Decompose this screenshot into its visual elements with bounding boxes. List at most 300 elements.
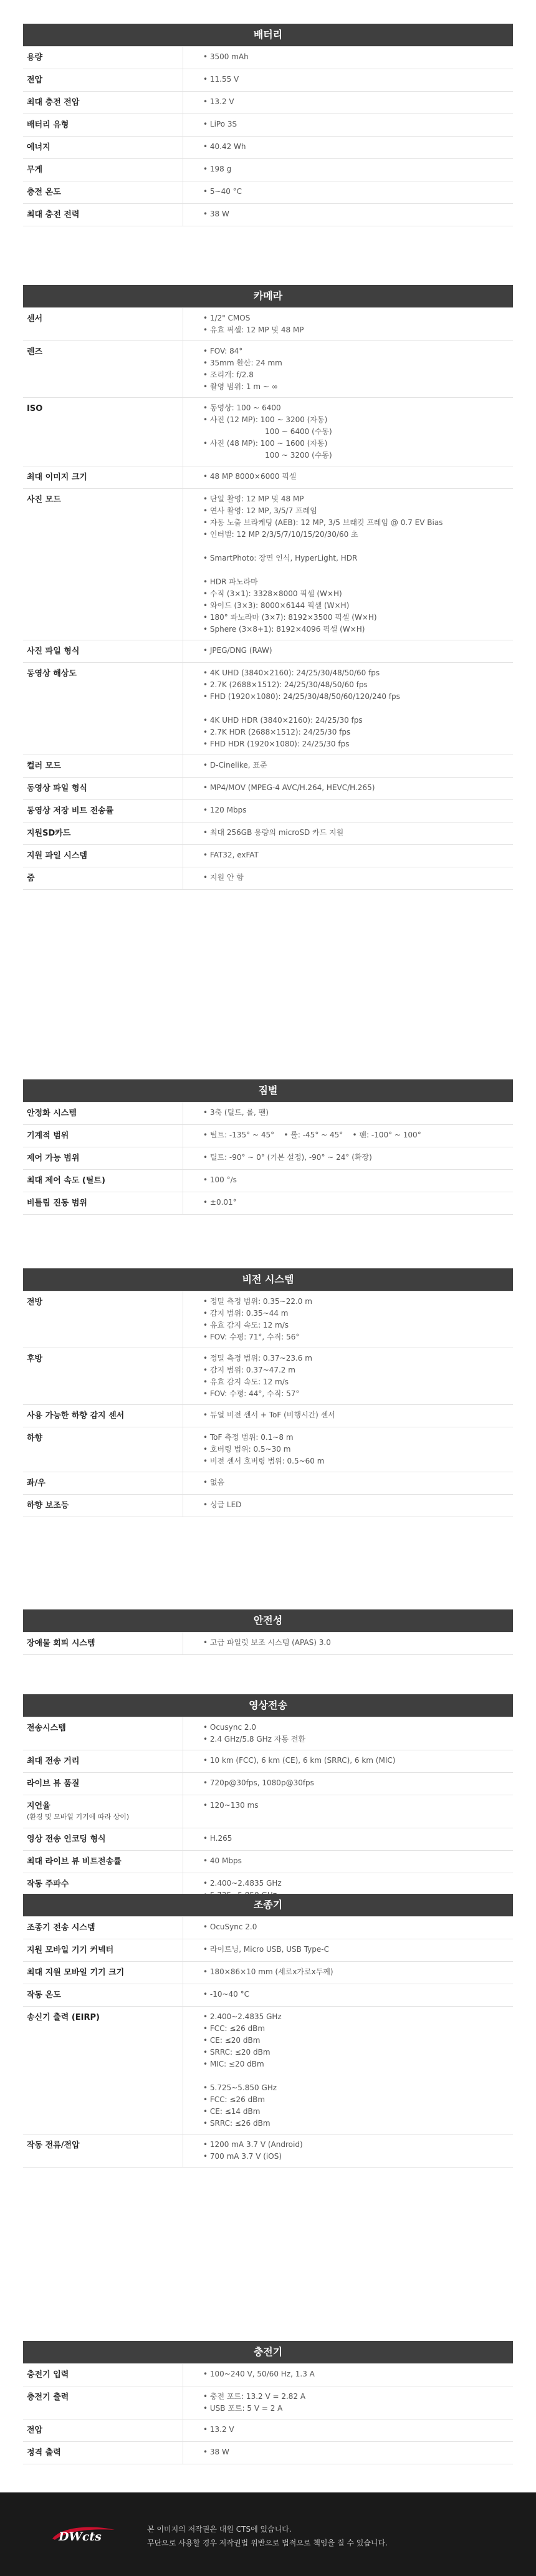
spec-value-line: • CE: ≤20 dBm — [203, 2036, 261, 2045]
spec-label-text: ISO — [27, 404, 43, 413]
spec-row — [23, 1291, 513, 1348]
spec-row — [23, 137, 513, 159]
spec-value-line: • 13.2 V — [203, 2425, 234, 2434]
spec-value-line: • D-Cinelike, 표준 — [203, 761, 267, 769]
spec-value-line: • 10 km (FCC), 6 km (CE), 6 km (SRRC), 6 km (MIC) — [203, 1756, 396, 1765]
spec-row — [23, 204, 513, 226]
spec-value — [183, 204, 513, 226]
spec-value — [183, 466, 513, 488]
spec-label — [23, 137, 183, 158]
spec-value-line: • 35mm 환산: 24 mm — [203, 359, 282, 367]
spec-value-line: • 틸트: -135° ~ 45° • 롤: -45° ~ 45° • 팬: -100° ~ 100° — [203, 1131, 421, 1139]
spec-value — [183, 1291, 513, 1348]
spec-label — [23, 1125, 183, 1147]
spec-value-line: • 5~40 °C — [203, 187, 242, 196]
spec-label — [23, 2386, 183, 2419]
spec-section — [23, 1268, 513, 1517]
spec-label-text: 최대 충전 전력 — [27, 210, 80, 219]
spec-value-line: • JPEG/DNG (RAW) — [203, 646, 272, 655]
spec-row — [23, 1472, 513, 1495]
spec-value — [183, 1495, 513, 1517]
spec-label-note: (환경 및 모바일 기기에 따라 상이) — [27, 1813, 130, 1821]
spec-value-line: • 유효 픽셀: 12 MP 및 48 MP — [203, 326, 304, 334]
spec-label — [23, 845, 183, 867]
spec-label — [23, 1427, 183, 1472]
spec-label — [23, 466, 183, 488]
spec-row — [23, 2364, 513, 2386]
spec-label-text: 지연율 — [27, 1802, 50, 1811]
spec-value — [183, 1828, 513, 1850]
section-title: 충전기 — [23, 2341, 513, 2363]
spec-label — [23, 867, 183, 889]
spec-value — [183, 1125, 513, 1147]
spec-value — [183, 1405, 513, 1427]
spec-value-line: • 120 Mbps — [203, 806, 247, 814]
spec-value-line: • FOV: 수평: 44°, 수직: 57° — [203, 1389, 300, 1398]
spec-row — [23, 1795, 513, 1828]
spec-value — [183, 341, 513, 397]
spec-label — [23, 1291, 183, 1348]
spec-value-line: • Ocusync 2.0 — [203, 1723, 256, 1732]
spec-label-text: 기계적 범위 — [27, 1131, 69, 1141]
spec-row — [23, 1984, 513, 2007]
spec-row — [23, 2135, 513, 2168]
spec-label-text: 최대 지원 모바일 기기 크기 — [27, 1968, 125, 1977]
spec-label — [23, 2442, 183, 2464]
spec-value-line: • 40.42 Wh — [203, 142, 246, 151]
spec-label-text: 조종기 전송 시스템 — [27, 1923, 95, 1932]
spec-value-line: • MP4/MOV (MPEG-4 AVC/H.264, HEVC/H.265) — [203, 783, 375, 792]
spec-value-line: • SRRC: ≤20 dBm — [203, 2048, 270, 2057]
spec-value-line — [203, 564, 513, 576]
spec-label-text: 후방 — [27, 1354, 43, 1364]
section-title: 배터리 — [23, 24, 513, 46]
spec-value — [183, 1939, 513, 1961]
spec-label — [23, 1717, 183, 1750]
spec-value-line: • HDR 파노라마 — [203, 577, 258, 586]
spec-value-line: • 사진 (48 MP): 100 ~ 1600 (자동) — [203, 439, 328, 448]
spec-value-line: • 48 MP 8000×6000 픽셀 — [203, 472, 297, 481]
dwcts-logo — [50, 2524, 118, 2544]
spec-label — [23, 69, 183, 91]
spec-table — [23, 307, 513, 890]
spec-label — [23, 1170, 183, 1192]
spec-value-line: • 촬영 범위: 1 m ~ ∞ — [203, 382, 278, 391]
spec-value-line: • 11.55 V — [203, 75, 239, 84]
spec-label — [23, 800, 183, 822]
spec-table — [23, 1632, 513, 1655]
spec-value — [183, 1348, 513, 1404]
spec-label — [23, 181, 183, 203]
spec-label-text: 최대 전송 거리 — [27, 1757, 80, 1766]
footer — [0, 2492, 536, 2576]
spec-value-line: • 13.2 V — [203, 97, 234, 106]
spec-value — [183, 1472, 513, 1494]
spec-label — [23, 1192, 183, 1214]
spec-value-line: • 100~240 V, 50/60 Hz, 1.3 A — [203, 2370, 315, 2378]
spec-value-line: • 라이트닝, Micro USB, USB Type-C — [203, 1945, 329, 1954]
spec-label — [23, 755, 183, 777]
spec-row — [23, 1427, 513, 1472]
spec-label-text: 전방 — [27, 1298, 43, 1307]
spec-label — [23, 640, 183, 662]
spec-label-text: 전압 — [27, 75, 43, 85]
spec-value-line: • FHD (1920×1080): 24/25/30/48/50/60/120/240 fps — [203, 692, 400, 701]
spec-row — [23, 663, 513, 755]
spec-value-line: • FAT32, exFAT — [203, 851, 259, 859]
spec-label — [23, 398, 183, 466]
spec-value-line: • 감지 범위: 0.37~47.2 m — [203, 1366, 295, 1374]
spec-value — [183, 1427, 513, 1472]
spec-value — [183, 137, 513, 158]
spec-label-text: 최대 이미지 크기 — [27, 473, 87, 482]
spec-value-line: 100 ~ 3200 (수동) — [203, 451, 332, 460]
section-title: 조종기 — [23, 1894, 513, 1916]
spec-value-line: • 120~130 ms — [203, 1801, 259, 1810]
spec-row — [23, 1828, 513, 1851]
spec-value — [183, 159, 513, 181]
spec-value — [183, 1851, 513, 1873]
spec-value — [183, 2442, 513, 2464]
spec-label — [23, 1795, 183, 1828]
spec-row — [23, 1962, 513, 1984]
spec-value-line: • SmartPhoto: 장면 인식, HyperLight, HDR — [203, 554, 358, 562]
spec-row — [23, 1102, 513, 1125]
spec-label-text: 센서 — [27, 314, 43, 324]
spec-row — [23, 114, 513, 137]
spec-value-line: • 고급 파일럿 보조 시스템 (APAS) 3.0 — [203, 1638, 331, 1647]
spec-value — [183, 1102, 513, 1124]
spec-value-line: • 4K UHD (3840×2160): 24/25/30/48/50/60 fps — [203, 668, 380, 677]
spec-row — [23, 845, 513, 867]
spec-label-text: 최대 충전 전압 — [27, 98, 80, 107]
spec-label-text: 라이브 뷰 품질 — [27, 1779, 80, 1788]
logo-text: DWcts — [59, 2530, 102, 2544]
spec-value-line: • 2.4 GHz/5.8 GHz 자동 전환 — [203, 1735, 305, 1744]
spec-value-line: • 700 mA 3.7 V (iOS) — [203, 2152, 282, 2161]
spec-label — [23, 1102, 183, 1124]
spec-row — [23, 489, 513, 640]
section-title: 짐벌 — [23, 1079, 513, 1102]
spec-label — [23, 663, 183, 755]
section-title: 카메라 — [23, 285, 513, 307]
spec-value-line: • 1/2" CMOS — [203, 314, 251, 322]
spec-value-line: • 180×86×10 mm (세로x가로x두께) — [203, 1967, 333, 1976]
spec-value-line: • 호버링 범위: 0.5~30 m — [203, 1445, 291, 1454]
spec-label — [23, 1633, 183, 1654]
spec-label-text: 좌/우 — [27, 1479, 45, 1488]
spec-value-line: • USB 포트: 5 V = 2 A — [203, 2404, 283, 2413]
spec-row — [23, 1348, 513, 1405]
spec-section — [23, 24, 513, 226]
spec-label — [23, 778, 183, 799]
spec-label — [23, 114, 183, 136]
spec-label — [23, 822, 183, 844]
spec-value-line: • 유효 감지 속도: 12 m/s — [203, 1377, 289, 1386]
spec-value — [183, 47, 513, 69]
spec-value-line: • SRRC: ≤26 dBm — [203, 2119, 270, 2128]
spec-value-line: • 180° 파노라마 (3×7): 8192×3500 픽셀 (W×H) — [203, 613, 377, 622]
spec-value — [183, 1717, 513, 1750]
spec-label-text: 무게 — [27, 165, 43, 175]
spec-value-line: • 비전 센서 호버링 범위: 0.5~60 m — [203, 1457, 325, 1465]
spec-label — [23, 2007, 183, 2134]
spec-label-text: 지원 파일 시스템 — [27, 851, 87, 861]
spec-label-text: 용량 — [27, 53, 43, 62]
spec-label — [23, 1472, 183, 1494]
spec-label-text: 작동 전류/전압 — [27, 2141, 80, 2150]
spec-row — [23, 1495, 513, 1517]
spec-label-text: 비틀림 진동 범위 — [27, 1199, 87, 1208]
spec-label-text: 지원 모바일 기기 커넥터 — [27, 1946, 114, 1955]
spec-label-text: 작동 온도 — [27, 1990, 61, 2000]
spec-section — [23, 1079, 513, 1215]
spec-value-line: • 정밀 측정 범위: 0.37~23.6 m — [203, 1354, 312, 1363]
spec-value — [183, 181, 513, 203]
spec-value-line: • ±0.01° — [203, 1198, 237, 1207]
spec-value-line: • 지원 안 함 — [203, 873, 244, 882]
spec-label-text: 사진 파일 형식 — [27, 647, 80, 656]
spec-value-line: • 정밀 측정 범위: 0.35~22.0 m — [203, 1297, 312, 1306]
spec-value-line: • ToF 측정 범위: 0.1~8 m — [203, 1433, 294, 1442]
spec-row — [23, 398, 513, 466]
spec-value-line: • 최대 256GB 용량의 microSD 카드 지원 — [203, 828, 344, 837]
spec-value — [183, 755, 513, 777]
spec-row — [23, 1773, 513, 1795]
spec-row — [23, 2007, 513, 2135]
spec-label — [23, 341, 183, 397]
spec-section — [23, 1609, 513, 1655]
spec-value — [183, 1795, 513, 1828]
spec-value — [183, 308, 513, 340]
spec-value — [183, 92, 513, 113]
spec-value-line: • 단일 촬영: 12 MP 및 48 MP — [203, 494, 304, 503]
spec-value-line: • 틸트: -90° ~ 0° (기본 설정), -90° ~ 24° (확장) — [203, 1153, 372, 1162]
spec-value-line: • 3축 (틸트, 롤, 팬) — [203, 1108, 269, 1117]
spec-value-line: • 3500 mAh — [203, 52, 249, 61]
spec-label-text: 동영상 저장 비트 전송률 — [27, 806, 114, 816]
spec-label-text: 전압 — [27, 2426, 43, 2435]
spec-value-line: • FOV: 수평: 71°, 수직: 56° — [203, 1333, 300, 1341]
spec-label-text: 제어 가능 범위 — [27, 1154, 80, 1163]
spec-value-line: • FOV: 84° — [203, 347, 243, 355]
spec-value-line: • 1200 mA 3.7 V (Android) — [203, 2140, 303, 2149]
spec-section — [23, 285, 513, 890]
spec-label — [23, 1851, 183, 1873]
spec-value-line: • 없음 — [203, 1478, 225, 1487]
spec-value — [183, 1962, 513, 1984]
spec-label — [23, 489, 183, 640]
spec-value-line: • 40 Mbps — [203, 1856, 242, 1865]
spec-row — [23, 1633, 513, 1655]
spec-table — [23, 1102, 513, 1215]
spec-row — [23, 47, 513, 69]
spec-value — [183, 1192, 513, 1214]
spec-row — [23, 640, 513, 663]
spec-label-text: 송신기 출력 (EIRP) — [27, 2013, 100, 2022]
spec-value-line: • OcuSync 2.0 — [203, 1922, 257, 1931]
spec-value-line: • H.265 — [203, 1834, 232, 1843]
spec-label — [23, 2364, 183, 2386]
copyright-line: 무단으로 사용할 경우 저작권법 위반으로 법적으로 책임을 질 수 있습니다. — [147, 2539, 388, 2547]
spec-label — [23, 159, 183, 181]
spec-value — [183, 114, 513, 136]
spec-value-line: • 와이드 (3×3): 8000×6144 픽셀 (W×H) — [203, 601, 350, 610]
spec-value-line: • 2.400~2.4835 GHz — [203, 1879, 282, 1888]
spec-row — [23, 1192, 513, 1215]
spec-value-line: • 동영상: 100 ~ 6400 — [203, 403, 281, 412]
spec-value-line: • 2.400~2.4835 GHz — [203, 2012, 282, 2021]
spec-row — [23, 69, 513, 92]
spec-value — [183, 1633, 513, 1654]
copyright-notice — [147, 2522, 388, 2550]
spec-row — [23, 822, 513, 845]
spec-value-line: • 수직 (3×1): 3328×8000 픽셀 (W×H) — [203, 589, 342, 598]
spec-label-text: 렌즈 — [27, 347, 43, 357]
spec-row — [23, 181, 513, 204]
spec-value-line: • 사진 (12 MP): 100 ~ 3200 (자동) — [203, 415, 328, 424]
spec-label-text: 에너지 — [27, 143, 50, 152]
spec-value-line: • FHD HDR (1920×1080): 24/25/30 fps — [203, 740, 350, 748]
spec-label-text: 하향 보조등 — [27, 1501, 69, 1510]
spec-value — [183, 640, 513, 662]
spec-label — [23, 204, 183, 226]
spec-value — [183, 2386, 513, 2419]
spec-label — [23, 1348, 183, 1404]
spec-value — [183, 867, 513, 889]
spec-value — [183, 1773, 513, 1795]
spec-label — [23, 92, 183, 113]
spec-value-line: • 연사 촬영: 12 MP, 3/5/7 프레임 — [203, 506, 317, 515]
spec-table — [23, 46, 513, 226]
spec-label-text: 하향 — [27, 1434, 43, 1443]
spec-value — [183, 822, 513, 844]
spec-value — [183, 489, 513, 640]
spec-value — [183, 2364, 513, 2386]
spec-value — [183, 663, 513, 755]
spec-value — [183, 69, 513, 91]
spec-value-line: • 720p@30fps, 1080p@30fps — [203, 1778, 314, 1787]
spec-row — [23, 1147, 513, 1170]
spec-row — [23, 2442, 513, 2464]
spec-value-line: • LiPo 3S — [203, 120, 237, 128]
spec-value-line: • 충전 포트: 13.2 V = 2.82 A — [203, 2392, 306, 2401]
spec-row — [23, 159, 513, 181]
spec-value-line: • 100 °/s — [203, 1175, 237, 1184]
spec-label — [23, 1962, 183, 1984]
spec-label-text: 영상 전송 인코딩 형식 — [27, 1835, 106, 1844]
spec-row — [23, 800, 513, 822]
section-title: 영상전송 — [23, 1694, 513, 1717]
spec-row — [23, 1917, 513, 1939]
section-title: 비전 시스템 — [23, 1268, 513, 1291]
spec-value-line: • 듀얼 비전 센서 + ToF (비행시간) 센서 — [203, 1411, 335, 1419]
spec-label-text: 작동 주파수 — [27, 1879, 69, 1889]
spec-value — [183, 778, 513, 799]
spec-row — [23, 92, 513, 114]
spec-row — [23, 867, 513, 890]
spec-label-text: 충전 온도 — [27, 188, 61, 197]
spec-value — [183, 1750, 513, 1772]
spec-table — [23, 1717, 513, 1906]
spec-row — [23, 341, 513, 398]
spec-value-line: • FCC: ≤26 dBm — [203, 2024, 266, 2033]
spec-value — [183, 398, 513, 466]
spec-value — [183, 1170, 513, 1192]
spec-row — [23, 308, 513, 341]
spec-value — [183, 1917, 513, 1939]
spec-row — [23, 1851, 513, 1873]
spec-label — [23, 1984, 183, 2006]
spec-label-text: 안정화 시스템 — [27, 1109, 77, 1118]
spec-value-line — [203, 703, 513, 715]
spec-label-text: 사진 모드 — [27, 495, 61, 504]
spec-value-line — [203, 541, 513, 552]
spec-value-line: • Sphere (3×8+1): 8192×4096 픽셀 (W×H) — [203, 625, 365, 634]
spec-row — [23, 1939, 513, 1962]
spec-row — [23, 1750, 513, 1773]
spec-value-line: • CE: ≤14 dBm — [203, 2107, 261, 2116]
spec-value — [183, 2135, 513, 2167]
spec-label — [23, 47, 183, 69]
spec-label-text: 배터리 유형 — [27, 120, 69, 130]
spec-label — [23, 1750, 183, 1772]
spec-value-line: • 38 W — [203, 210, 229, 218]
spec-label — [23, 1917, 183, 1939]
spec-row — [23, 2386, 513, 2419]
spec-label-text: 줌 — [27, 874, 35, 883]
spec-value-line: • 싱글 LED — [203, 1500, 242, 1509]
spec-value — [183, 1147, 513, 1169]
spec-label — [23, 2419, 183, 2441]
spec-table — [23, 2363, 513, 2464]
spec-label — [23, 1828, 183, 1850]
spec-label — [23, 1939, 183, 1961]
spec-label-text: 충전기 입력 — [27, 2370, 69, 2380]
spec-row — [23, 1717, 513, 1750]
spec-section — [23, 1694, 513, 1906]
spec-row — [23, 1125, 513, 1147]
spec-label — [23, 1773, 183, 1795]
spec-value-line: • 38 W — [203, 2448, 229, 2456]
spec-label-text: 동영상 해상도 — [27, 669, 77, 678]
spec-value-line: • 감지 범위: 0.35~44 m — [203, 1309, 289, 1318]
spec-value — [183, 1984, 513, 2006]
spec-value-line: • 조리개: f/2.8 — [203, 370, 254, 379]
spec-value — [183, 845, 513, 867]
copyright-line: 본 이미지의 저작권은 대원 CTS에 있습니다. — [147, 2525, 292, 2534]
spec-label-text: 컬러 모드 — [27, 761, 61, 771]
spec-row — [23, 1405, 513, 1427]
spec-row — [23, 778, 513, 800]
spec-value-line: • 4K UHD HDR (3840×2160): 24/25/30 fps — [203, 716, 363, 725]
spec-label — [23, 1147, 183, 1169]
spec-label-text: 최대 제어 속도 (틸트) — [27, 1176, 105, 1185]
spec-label-text: 사용 가능한 하향 감지 센서 — [27, 1411, 125, 1421]
spec-value-line: • 2.7K HDR (2688×1512): 24/25/30 fps — [203, 728, 351, 736]
spec-label-text: 동영상 파일 형식 — [27, 784, 87, 793]
spec-value-line: • 2.7K (2688×1512): 24/25/30/48/50/60 fps — [203, 680, 368, 689]
spec-value — [183, 800, 513, 822]
spec-label-text: 최대 라이브 뷰 비트전송률 — [27, 1857, 122, 1866]
spec-value-line: • 유효 감지 속도: 12 m/s — [203, 1321, 289, 1329]
spec-value-line: 100 ~ 6400 (수동) — [203, 427, 332, 436]
spec-value-line: • 198 g — [203, 165, 232, 173]
spec-value-line: • MIC: ≤20 dBm — [203, 2060, 264, 2068]
spec-label-text: 장애물 회피 시스템 — [27, 1639, 95, 1648]
spec-table — [23, 1916, 513, 2168]
spec-value-line — [203, 2070, 513, 2082]
